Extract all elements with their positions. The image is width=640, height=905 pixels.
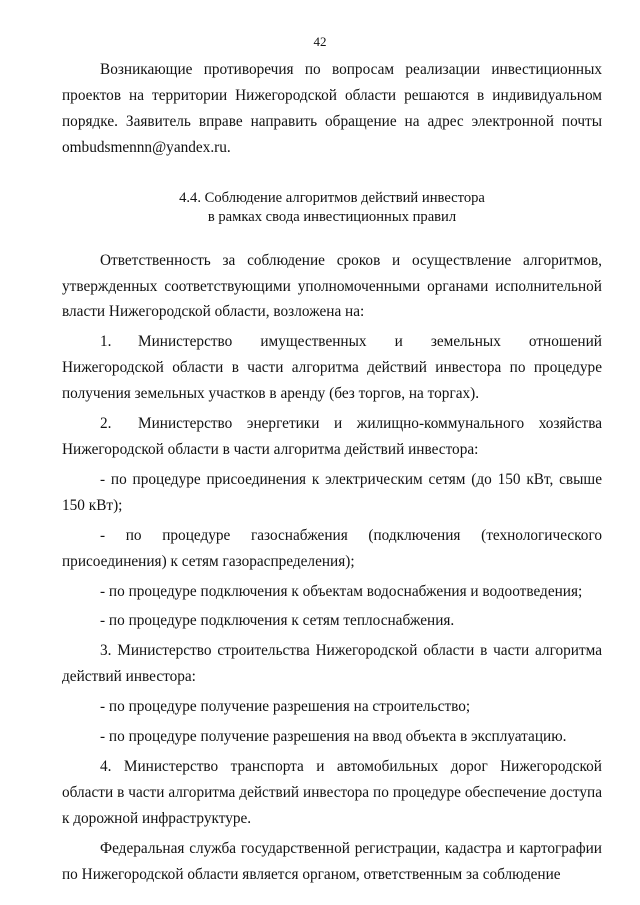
list-item-2-text: Министерство энергетики и жилищно-коммунального хозяйства Нижегородской области в части алгоритма действий инвестора: <box>62 415 602 458</box>
section-heading-line2: в рамках свода инвестиционных правил <box>207 208 457 225</box>
list-item-2 <box>62 411 602 463</box>
section-heading-line1: 4.4. Соблюдение алгоритмов действий инвестора <box>179 189 485 206</box>
list-item-2-number: 2. <box>100 415 112 433</box>
list-item-1 <box>62 329 602 407</box>
list-item-2-bullet-water: - по процедуре подключения к объектам водоснабжения и водоотведения; <box>100 582 583 600</box>
list-item-1-number: 1. <box>100 333 112 351</box>
list-item-3: 3. Министерство строительства Нижегородской области в части алгоритма действий инвестора: <box>62 642 602 686</box>
list-item-2-bullet-electric: - по процедуре присоединения к электрическим сетям (до 150 кВт, свыше 150 кВт); <box>62 470 602 514</box>
list-item-3-bullet-construction: - по процедуре получение разрешения на строительство; <box>100 698 471 716</box>
list-item-4: 4. Министерство транспорта и автомобильных дорог Нижегородской области в части алгоритма действий инвестора по процедуре обеспечение доступа к дорожной инфраструктуре. <box>62 757 602 827</box>
list-item-2-bullet-heat: - по процедуре подключения к сетям теплоснабжения. <box>100 612 455 630</box>
list-item-3-bullet-commissioning: - по процедуре получение разрешения на ввод объекта в эксплуатацию. <box>100 728 567 746</box>
paragraph-intro: Ответственность за соблюдение сроков и осуществление алгоритмов, утвержденных соответствующими уполномоченными органами исполнительной власти Нижегородской области, возложена на: <box>62 251 602 321</box>
page-number: 42 <box>313 34 327 49</box>
list-item-1-text: Министерство имущественных и земельных отношений Нижегородской области в части алгоритма действий инвестора по процедуре получения земельных участков в аренду (без торгов, на торгах). <box>62 333 602 403</box>
document-body <box>62 57 602 887</box>
list-item-2-bullet-gas: - по процедуре газоснабжения (подключения (технологического присоединения) к сетям газораспределения); <box>62 526 602 570</box>
paragraph-contradictions: Возникающие противоречия по вопросам реализации инвестиционных проектов на территории Нижегородской области решаются в индивидуальном порядке. Заявитель вправе направить обращение на адрес электронной почты ombudsmennn@yandex.ru. <box>62 61 602 156</box>
section-heading <box>62 189 602 227</box>
paragraph-rosreestr: Федеральная служба государственной регистрации, кадастра и картографии по Нижегородской области является органом, ответственным за соблюдение <box>62 839 602 883</box>
